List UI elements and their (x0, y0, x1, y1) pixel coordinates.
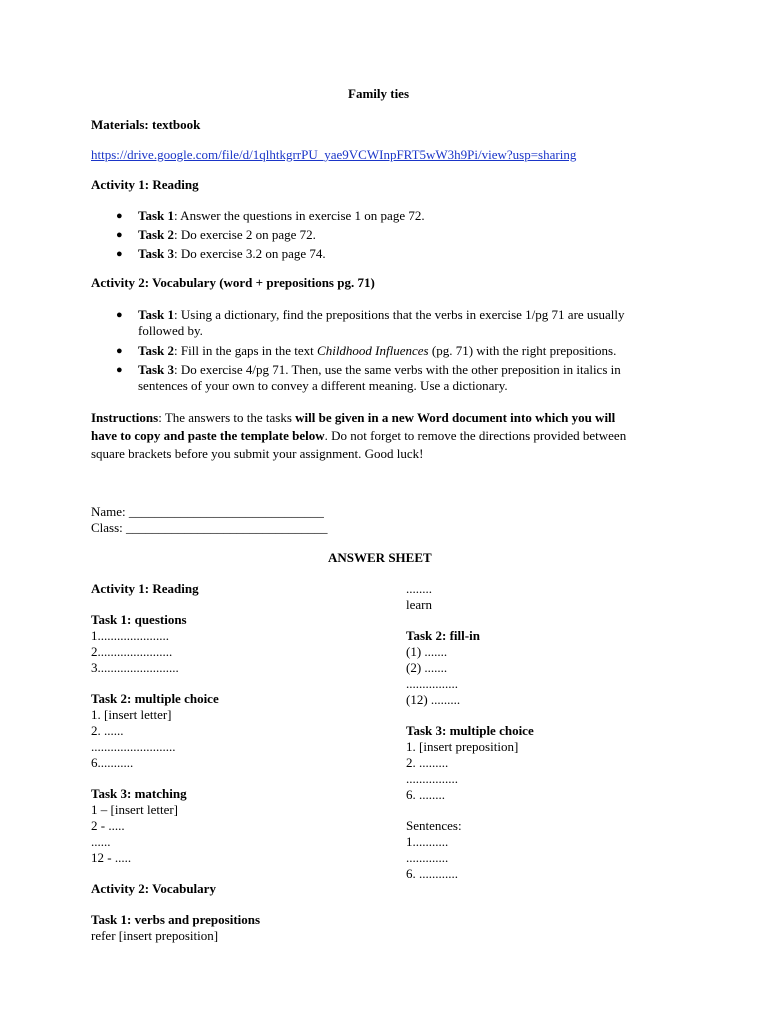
task-text: : Do exercise 2 on page 72. (174, 227, 316, 242)
answer-line: 1 – [insert letter] (91, 802, 178, 817)
task-text-continued: sentences of your own to convey a different meaning. Use a dictionary. (138, 378, 508, 393)
answer-line: 2....................... (91, 644, 173, 659)
task-label: Task 1 (138, 307, 175, 322)
instructions-paragraph: Instructions: The answers to the tasks will be given in a new Word document into which you will have to copy and paste the template below. Do not forget to remove the directions provided between square brackets before you submit your assignment. Good luck! (91, 410, 627, 461)
sentences-label: Sentences: (406, 818, 462, 833)
answer-line: refer [insert preposition] (91, 928, 219, 943)
task-text: : Answer the questions in exercise 1 on page 72. (174, 208, 425, 223)
task-heading: Task 1: verbs and prepositions (91, 912, 261, 927)
instructions-label: Instructions (91, 410, 159, 425)
name-field[interactable]: Name: ______________________________ (91, 504, 324, 519)
task-text: : Fill in the gaps in the text (174, 343, 318, 358)
task-text: : Using a dictionary, find the prepositions that the verbs in exercise 1/pg 71 are usually (174, 307, 625, 322)
answer-line: (12) ......... (406, 692, 461, 707)
task-heading: Task 2: fill-in (406, 628, 480, 643)
answer-line: (1) ....... (406, 644, 448, 659)
task-text-continued: followed by. (138, 323, 203, 338)
task-label: Task 3 (138, 362, 175, 377)
activity1-heading: Activity 1: Reading (91, 177, 199, 192)
bullet-icon: ● (116, 364, 123, 376)
task-text: : Do exercise 3.2 on page 74. (174, 246, 326, 261)
answer-line: 6. ............ (406, 866, 458, 881)
answer-line: learn (406, 597, 432, 612)
answer-line: ........ (406, 581, 432, 596)
section-heading: Activity 2: Vocabulary (91, 881, 216, 896)
answer-line: ............. (406, 850, 449, 865)
list-item (91, 208, 681, 224)
bullet-icon: ● (116, 345, 123, 357)
bullet-icon: ● (116, 309, 123, 321)
task-label: Task 1 (138, 208, 175, 223)
activity2-task-list (91, 307, 681, 394)
task-heading: Task 3: matching (91, 786, 187, 801)
answer-line: 12 - ..... (91, 850, 132, 865)
document-title: Family ties (348, 86, 410, 101)
list-item (91, 227, 681, 243)
task-label: Task 3 (138, 246, 175, 261)
task-text: : Do exercise 4/pg 71. Then, use the same verbs with the other preposition in italics in (174, 362, 621, 377)
answer-line: (2) ....... (406, 660, 448, 675)
bullet-icon: ● (116, 248, 123, 260)
answer-line: 2 - ..... (91, 818, 125, 833)
answer-line: 2. ......... (406, 755, 449, 770)
task-heading: Task 1: questions (91, 612, 187, 627)
answer-line: 6. ........ (406, 787, 445, 802)
answer-line: 1. [insert preposition] (406, 739, 519, 754)
answer-line: 3......................... (91, 660, 179, 675)
list-item (91, 343, 681, 359)
answer-line: ................ (406, 771, 458, 786)
answer-line: ...... (91, 834, 111, 849)
bullet-icon: ● (116, 210, 123, 222)
answer-line: ................ (406, 676, 458, 691)
activity2-heading: Activity 2: Vocabulary (word + prepositions pg. 71) (91, 275, 375, 290)
answer-line: 2. ...... (91, 723, 124, 738)
list-item (91, 307, 681, 339)
answer-line: 1. [insert letter] (91, 707, 172, 722)
answer-line: 6........... (91, 755, 134, 770)
task-text: (pg. 71) with the right prepositions. (428, 343, 617, 358)
activity1-task-list (91, 208, 681, 262)
answer-line: .......................... (91, 739, 176, 754)
drive-link[interactable]: https://drive.google.com/file/d/1qlhtkgrrPU_yae9VCWInpFRT5wW3h9Pi/view?usp=sharing (91, 147, 577, 162)
answer-left-column (91, 581, 260, 944)
task-heading: Task 2: multiple choice (91, 691, 219, 706)
list-item (91, 362, 681, 394)
task-label: Task 2 (138, 343, 175, 358)
answer-line: 1........... (406, 834, 449, 849)
section-heading: Activity 1: Reading (91, 581, 199, 596)
answer-sheet-heading: ANSWER SHEET (328, 550, 432, 565)
bullet-icon: ● (116, 229, 123, 241)
answer-right-column (406, 581, 534, 882)
materials-line: Materials: textbook (91, 117, 201, 132)
class-field[interactable]: Class: _______________________________ (91, 520, 328, 535)
task-heading: Task 3: multiple choice (406, 723, 534, 738)
answer-line: 1...................... (91, 628, 169, 643)
task-label: Task 2 (138, 227, 175, 242)
list-item (91, 246, 681, 262)
text-title-italic: Childhood Influences (317, 343, 429, 358)
